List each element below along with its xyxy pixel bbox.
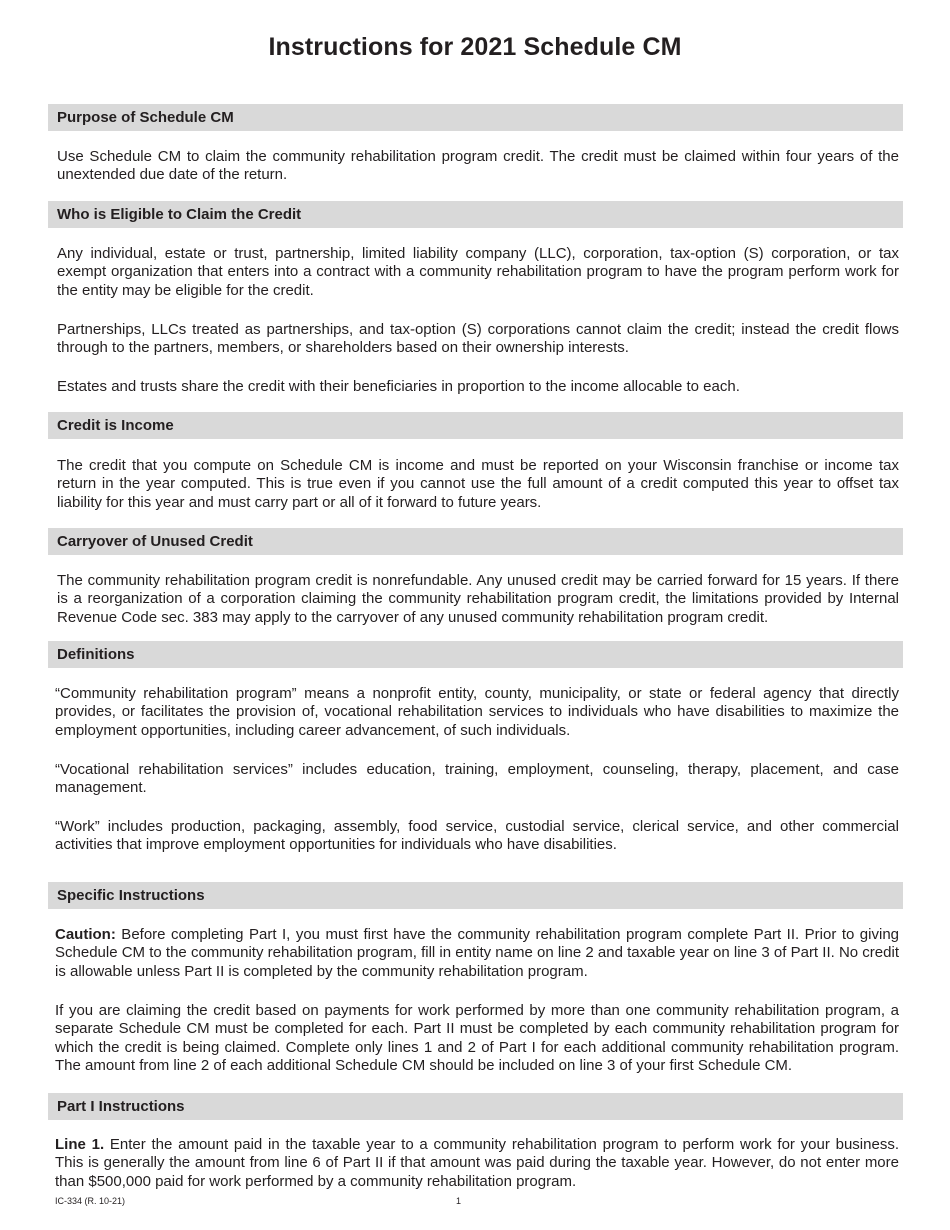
section-heading-specific: Specific Instructions xyxy=(48,882,903,909)
purpose-paragraph: Use Schedule CM to claim the community rehabilitation program credit. The credit must be claimed within four years of the unextended due date of the return. xyxy=(57,148,899,184)
caution-paragraph xyxy=(55,926,899,981)
section-heading-part1: Part I Instructions xyxy=(48,1093,903,1120)
page-number: 1 xyxy=(456,1196,462,1206)
form-identifier: IC-334 (R. 10-21) xyxy=(55,1196,126,1206)
caution-text: Before completing Part I, you must first have the community rehabilitation program complete Part II. Prior to giving Schedule CM to the community rehabilitation program, fill in entity name on line 2 and taxable year on line 3 of Part II. No credit is allowable unless Part II is completed by the community rehabilitation program. xyxy=(55,926,899,980)
eligible-paragraph-1: Any individual, estate or trust, partnership, limited liability company (LLC), corporation, tax-option (S) corporation, or tax exempt organization that enters into a contract with a community rehabilitation program to have the program perform work for the entity may be eligible for the credit. xyxy=(57,245,899,299)
caution-label: Caution: xyxy=(55,926,116,943)
carryover-paragraph: The community rehabilitation program credit is nonrefundable. Any unused credit may be carried forward for 15 years. If there is a reorganization of a corporation claiming the community rehabilitation program credit, the limitations provided by Internal Revenue Code sec. 383 may apply to the carryover of any unused community rehabilitation program credit. xyxy=(57,572,899,626)
definitions-paragraph-2: “Vocational rehabilitation services” includes education, training, employment, counseling, therapy, placement, and case management. xyxy=(55,761,899,797)
section-heading-income: Credit is Income xyxy=(48,412,903,439)
section-heading-eligible: Who is Eligible to Claim the Credit xyxy=(48,201,903,228)
definitions-paragraph-3: “Work” includes production, packaging, assembly, food service, custodial service, clerical service, and other commercial activities that improve employment opportunities for individuals who have disabilities. xyxy=(55,818,899,854)
section-heading-carryover: Carryover of Unused Credit xyxy=(48,528,903,555)
specific-paragraph-2: If you are claiming the credit based on payments for work performed by more than one community rehabilitation program, a separate Schedule CM must be completed for each. Part II must be completed by each community rehabilitation program for which the credit is being claimed. Complete only lines 1 and 2 of Part I for each additional community rehabilitation program. The amount from line 2 of each additional Schedule CM should be included on line 3 of your first Schedule CM. xyxy=(55,1002,899,1075)
line1-paragraph xyxy=(55,1136,899,1191)
definitions-paragraph-1: “Community rehabilitation program” means a nonprofit entity, county, municipality, or state or federal agency that directly provides, or facilitates the provision of, vocational rehabilitation services to individuals who have disabilities to maximize the employment opportunities, including career advancement, of such individuals. xyxy=(55,685,899,739)
eligible-paragraph-3: Estates and trusts share the credit with their beneficiaries in proportion to the income allocable to each. xyxy=(57,378,740,395)
line1-label: Line 1. xyxy=(55,1136,105,1153)
section-heading-purpose: Purpose of Schedule CM xyxy=(48,104,903,131)
income-paragraph: The credit that you compute on Schedule CM is income and must be reported on your Wisconsin franchise or income tax return in the year computed. This is true even if you cannot use the full amount of a credit computed this year to offset tax liability for this year and must carry part or all of it forward to future years. xyxy=(57,457,899,511)
line1-text: Enter the amount paid in the taxable year to a community rehabilitation program to perform work for your business. This is generally the amount from line 6 of Part II if that amount was paid during the taxable year. However, do not enter more than $500,000 paid for work performed by a community rehabilitation program. xyxy=(55,1136,899,1190)
section-heading-definitions: Definitions xyxy=(48,641,903,668)
page-title: Instructions for 2021 Schedule CM xyxy=(268,33,682,61)
eligible-paragraph-2: Partnerships, LLCs treated as partnerships, and tax-option (S) corporations cannot claim the credit; instead the credit flows through to the partners, members, or shareholders based on their ownership interests. xyxy=(57,321,899,357)
